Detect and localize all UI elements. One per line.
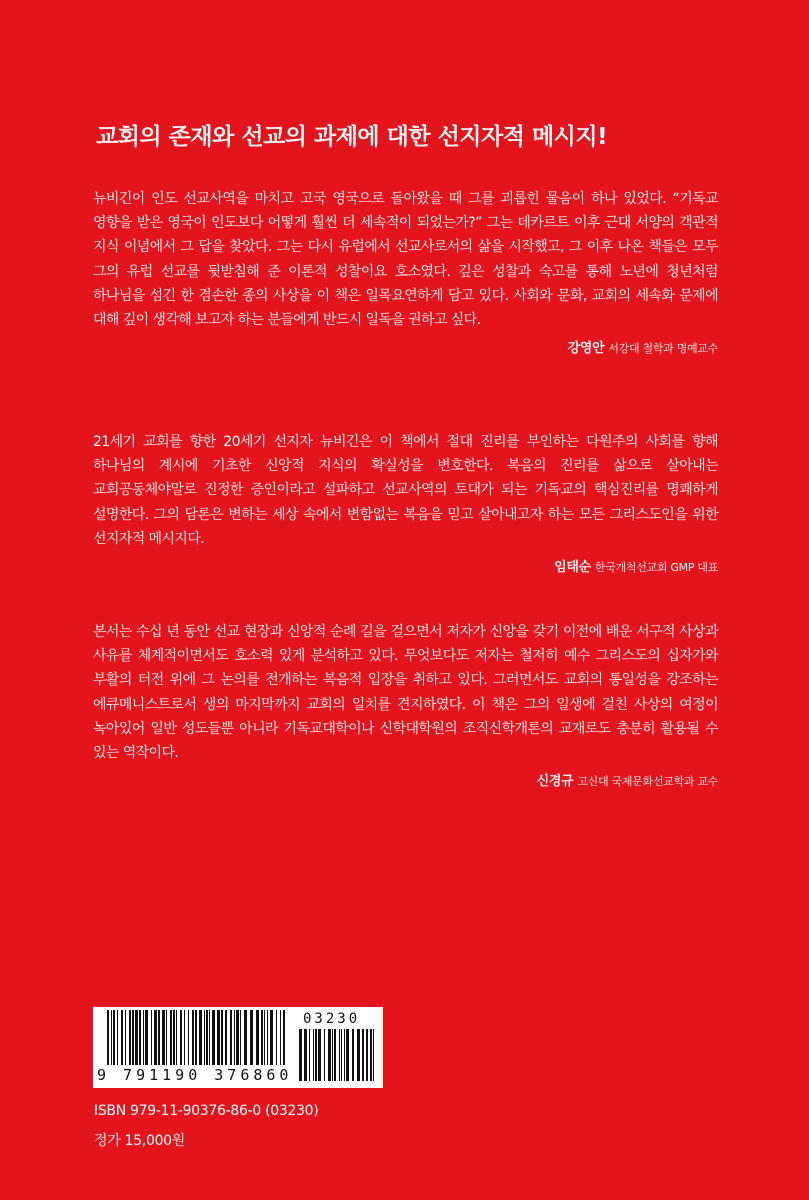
- endorsement-attribution: [93, 770, 718, 789]
- price: 정가 15,000원: [94, 1133, 186, 1149]
- endorser-name: 임태순: [554, 560, 591, 576]
- isbn-number: ISBN 979-11-90376-86-0 (03230): [94, 1103, 319, 1119]
- endorsement-attribution: [93, 337, 718, 356]
- endorser-title: 고신대 국제문화선교학과 교수: [577, 775, 718, 789]
- endorsement-1: [93, 187, 718, 356]
- isbn-barcode: [93, 1007, 383, 1088]
- endorsement-3: [93, 620, 718, 789]
- barcode-digits: 9 791190 376860: [97, 1066, 293, 1084]
- headline: 교회의 존재와 선교의 과제에 대한 선지자적 메시지!: [96, 124, 608, 150]
- endorsement-text: 21세기 교회를 향한 20세기 선지자 뉴비긴은 이 책에서 절대 진리를 부인하는 다원주의 사회를 향해 하나님의 계시에 기초한 신앙적 지식의 확실성을 변호한다. 복음의 진리를 삶으로 살아내는 교회공동체야말로 진정한 증인이라고 설파하고 선교사역의 토대가 되는 기독교의 핵심진리를 명쾌하게 설명한다. 그의 담론은 변하는 세상 속에서 변함없는 복음을 믿고 살아내고자 하는 모든 그리스도인을 위한 선지자적 메시지다.: [93, 434, 718, 547]
- endorsement-attribution: [93, 556, 718, 575]
- endorser-name: 신경규: [536, 774, 574, 790]
- endorser-title: 서강대 철학과 명예교수: [608, 342, 718, 356]
- endorser-name: 강영안: [567, 341, 605, 357]
- endorsement-text: 뉴비긴이 인도 선교사역을 마치고 고국 영국으로 돌아왔을 때 그를 괴롭힌 물음이 하나 있었다. “기독교 영향을 받은 영국이 인도보다 어떻게 훨씬 더 세속적이 되었는가?” 그는 데카르트 이후 근대 서양의 객관적 지식 이념에서 그 답을 찾았다. 그는 다시 유럽에서 선교사로서의 삶을 시작했고, 그 이후 나온 책들은 모두 그의 유럽 선교를 뒷받침해 준 이론적 성찰이요 호소였다. 깊은 성찰과 숙고를 통해 노년에 청년처럼 하나님을 섬긴 한 겸손한 종의 사상을 이 책은 일목요연하게 담고 있다. 사회와 문화, 교회의 세속화 문제에 대해 깊이 생각해 보고자 하는 분들에게 반드시 일독을 권하고 싶다.: [93, 191, 718, 329]
- endorsement-2: [93, 430, 718, 575]
- endorsement-text: 본서는 수십 년 동안 선교 현장과 신앙적 순례 길을 걸으면서 저자가 신앙을 갖기 이전에 배운 서구적 사상과 사유를 체계적이면서도 호소력 있게 분석하고 있다. 무엇보다도 저자는 철저히 예수 그리스도의 십자가와 부활의 터전 위에 그 논의를 전개하는 복음적 입장을 취하고 있다. 그러면서도 교회의 통일성을 강조하는 에큐메니스트로서 생의 마지막까지 교회의 일치를 견지하였다. 이 책은 그의 일생에 걸친 사상의 여정이 녹아있어 일반 성도들뿐 아니라 기독교대학이나 신학대학원의 조직신학개론의 교재로도 충분히 활용될 수 있는 역작이다.: [93, 624, 718, 762]
- endorser-title: 한국개척선교회 GMP 대표: [594, 561, 718, 575]
- barcode-addon-digits: 03230: [303, 1011, 361, 1027]
